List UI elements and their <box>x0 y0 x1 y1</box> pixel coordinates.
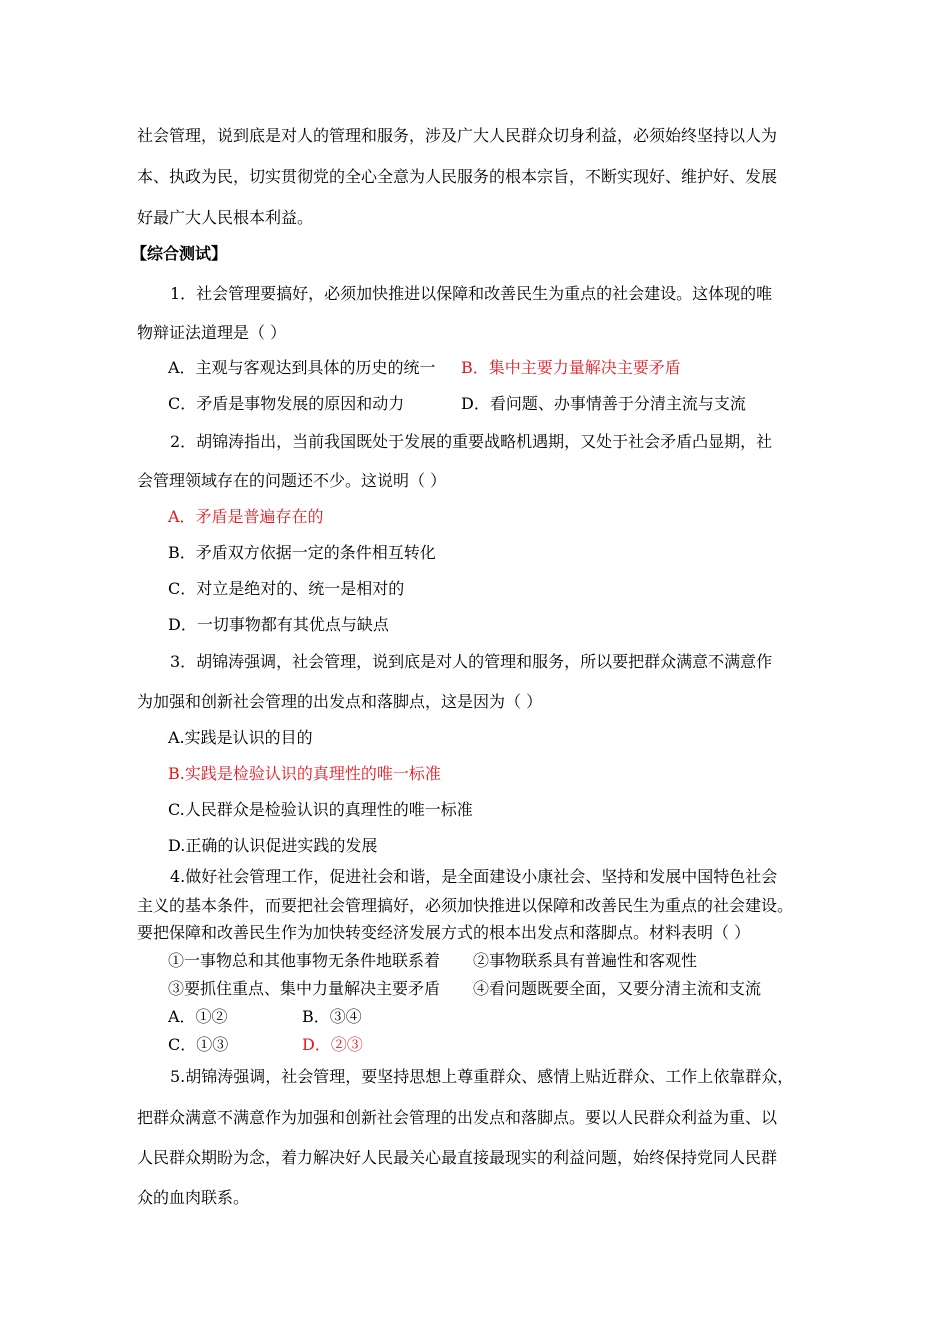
intro-line-3: 好最广大人民根本利益。 <box>137 208 314 227</box>
q5-line-1: 5.胡锦涛强调，社会管理，要坚持思想上尊重群众、感情上贴近群众、工作上依靠群众， <box>170 1067 794 1086</box>
intro-line-2: 本、执政为民，切实贯彻党的全心全意为人民服务的根本宗旨，不断实现好、维护好、发展 <box>137 167 778 186</box>
q3-stem-line-2: 为加强和创新社会管理的出发点和落脚点，这是因为（ ） <box>137 692 543 711</box>
q3-option-d: D.正确的认识促进实践的发展 <box>168 836 378 855</box>
q1-option-a: A．主观与客观达到具体的历史的统一 <box>168 358 436 377</box>
q3-option-a: A.实践是认识的目的 <box>168 728 313 747</box>
q1-stem-line-2: 物辩证法道理是（ ） <box>137 323 287 342</box>
q2-option-b: B．矛盾双方依据一定的条件相互转化 <box>168 543 436 562</box>
q4-stem-line-1: 4.做好社会管理工作，促进社会和谐，是全面建设小康社会、坚持和发展中国特色社会 <box>170 867 778 886</box>
q1-option-c: C．矛盾是事物发展的原因和动力 <box>168 394 405 413</box>
q4-item-2: ②事物联系具有普遍性和客观性 <box>473 951 698 970</box>
q4-option-d-answer: D．②③ <box>302 1035 363 1054</box>
q4-item-3: ③要抓住重点、集中力量解决主要矛盾 <box>168 979 441 998</box>
q4-option-a: A．①② <box>168 1007 228 1026</box>
q1-stem-line-1: 1．社会管理要搞好，必须加快推进以保障和改善民生为重点的社会建设。这体现的唯 <box>170 284 773 303</box>
q2-option-d: D．一切事物都有其优点与缺点 <box>168 615 389 634</box>
q3-stem-line-1: 3．胡锦涛强调，社会管理，说到底是对人的管理和服务，所以要把群众满意不满意作 <box>170 652 773 671</box>
q5-line-3: 人民群众期盼为念，着力解决好人民最关心最直接最现实的利益问题，始终保持党同人民群 <box>137 1148 778 1167</box>
q2-option-a-answer: A．矛盾是普遍存在的 <box>168 507 324 526</box>
q3-option-b-answer: B.实践是检验认识的真理性的唯一标准 <box>168 764 441 783</box>
q4-option-c: C．①③ <box>168 1035 229 1054</box>
q5-line-2: 把群众满意不满意作为加强和创新社会管理的出发点和落脚点。要以人民群众利益为重、以 <box>137 1108 778 1127</box>
q4-option-b: B．③④ <box>302 1007 362 1026</box>
q4-stem-line-3: 要把保障和改善民生作为加快转变经济发展方式的根本出发点和落脚点。材料表明（ ） <box>137 923 751 942</box>
q4-item-4: ④看问题既要全面，又要分清主流和支流 <box>473 979 762 998</box>
section-title: 【综合测试】 <box>131 244 228 263</box>
q5-line-4: 众的血肉联系。 <box>137 1188 250 1207</box>
q2-stem-line-1: 2．胡锦涛指出，当前我国既处于发展的重要战略机遇期，又处于社会矛盾凸显期，社 <box>170 432 773 451</box>
intro-line-1: 社会管理，说到底是对人的管理和服务，涉及广大人民群众切身利益，必须始终坚持以人为 <box>137 126 778 145</box>
q1-option-d: D．看问题、办事情善于分清主流与支流 <box>461 394 746 413</box>
q4-stem-line-2: 主义的基本条件，而要把社会管理搞好，必须加快推进以保障和改善民生为重点的社会建设。 <box>137 896 794 915</box>
q1-option-b-answer: B．集中主要力量解决主要矛盾 <box>461 358 681 377</box>
q4-item-1: ①一事物总和其他事物无条件地联系着 <box>168 951 441 970</box>
q2-option-c: C．对立是绝对的、统一是相对的 <box>168 579 405 598</box>
q3-option-c: C.人民群众是检验认识的真理性的唯一标准 <box>168 800 473 819</box>
q2-stem-line-2: 会管理领域存在的问题还不少。这说明（ ） <box>137 471 447 490</box>
